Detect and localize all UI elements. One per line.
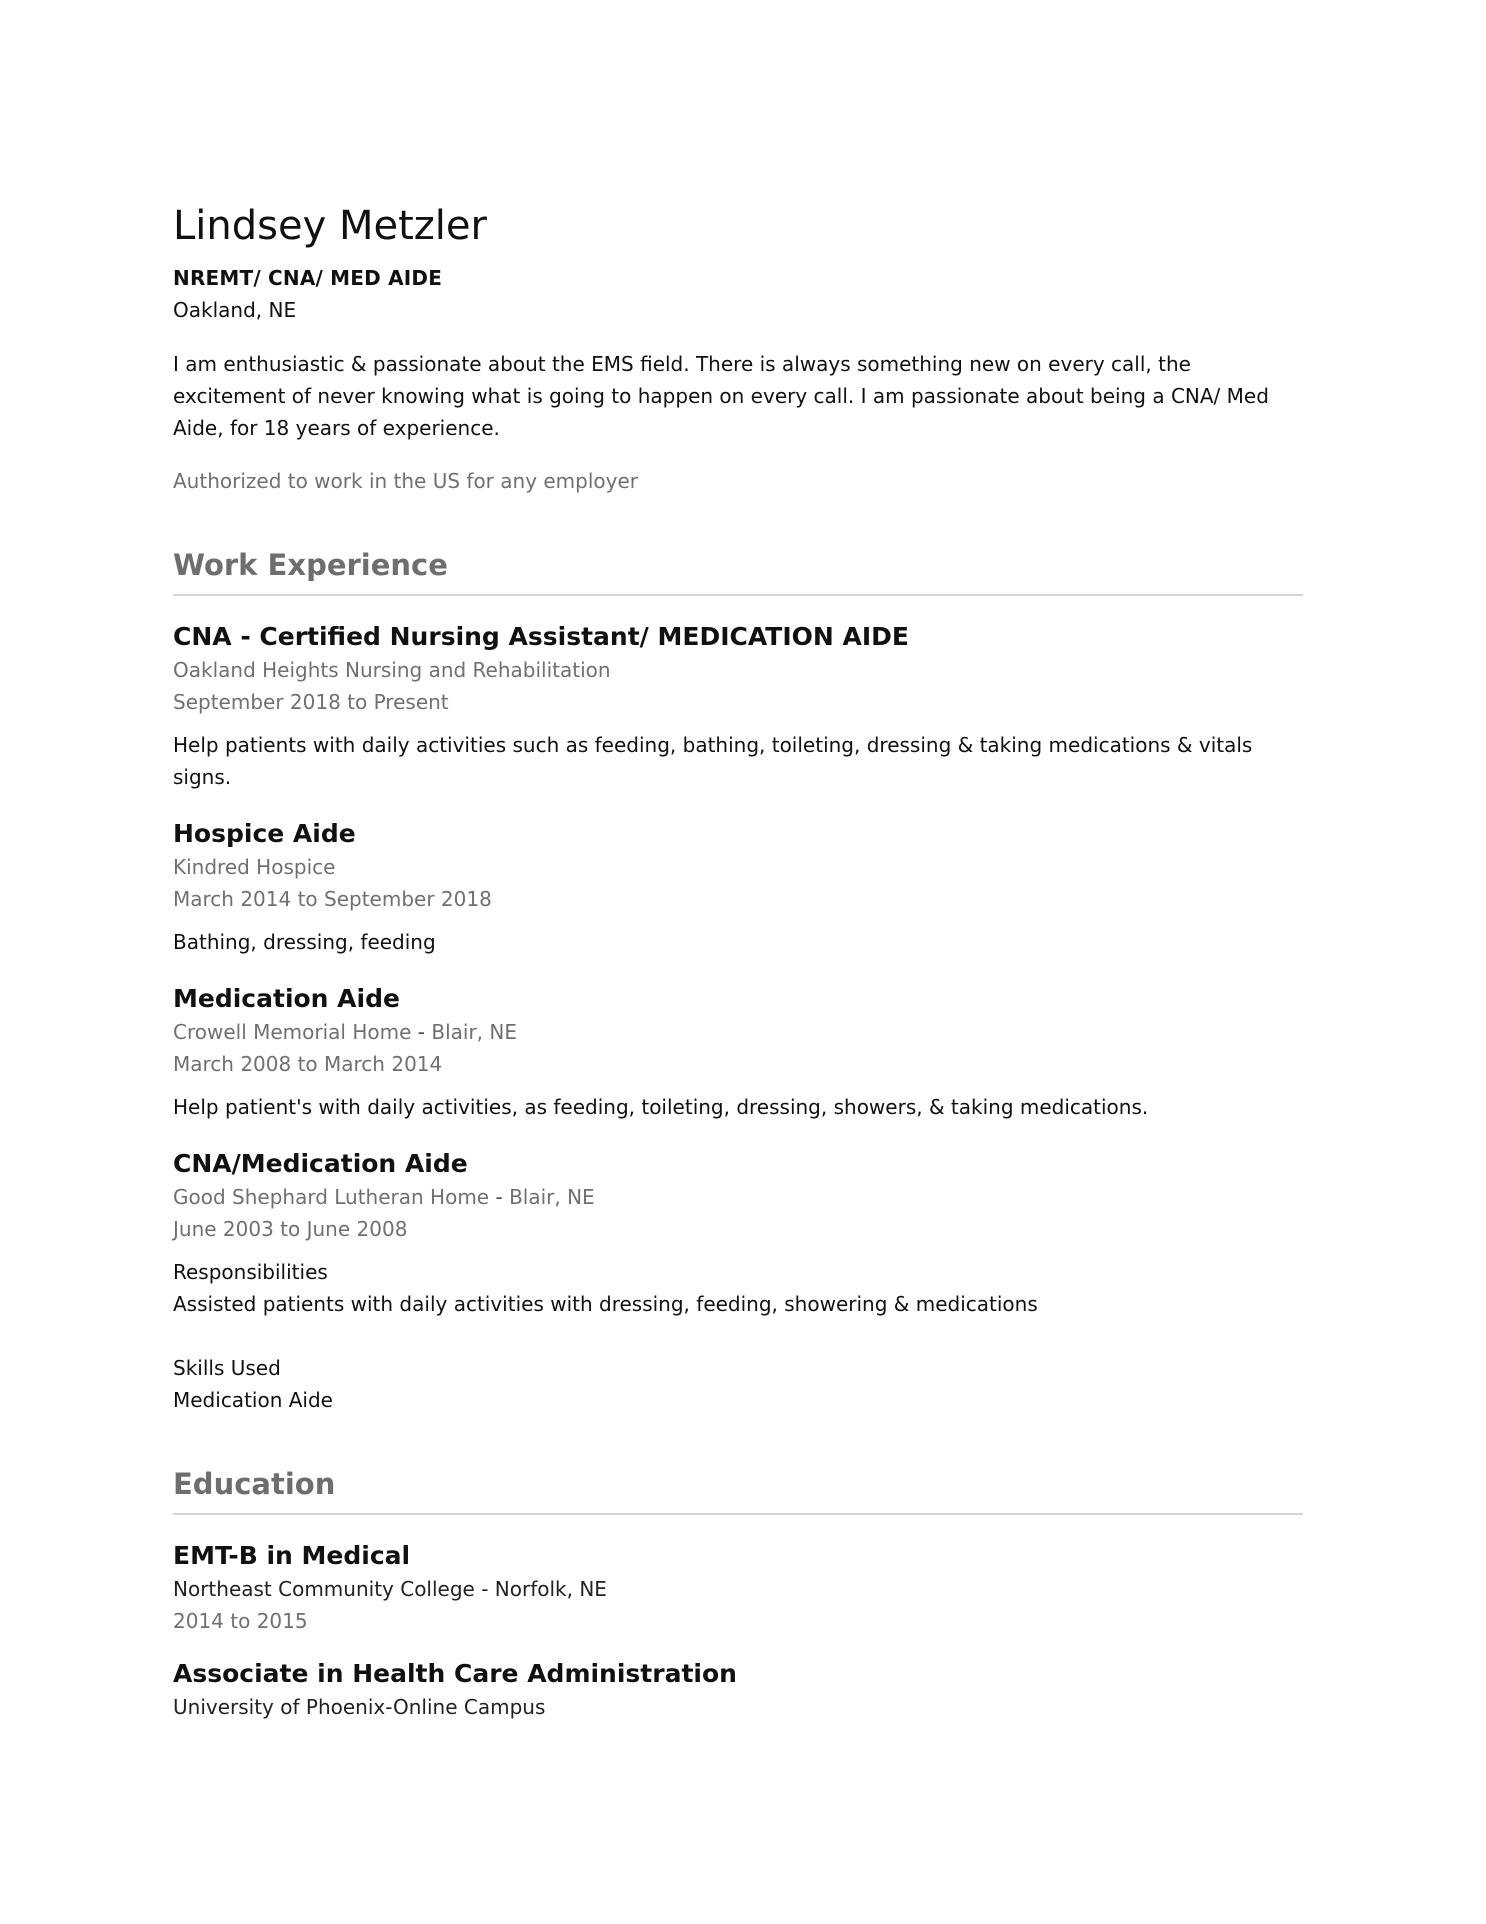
job-company-line: Crowell Memorial Home - Blair, NE	[173, 1020, 517, 1044]
job-title: CNA/Medication Aide	[173, 1149, 468, 1178]
education-entry	[173, 1539, 1303, 1637]
job-dates: September 2018 to Present	[173, 690, 449, 714]
education-section	[173, 1464, 1303, 1723]
job-company-line: Good Shephard Lutheran Home - Blair, NE	[173, 1185, 595, 1209]
section-divider	[173, 1513, 1303, 1515]
candidate-summary: I am enthusiastic & passionate about the EMS field. There is always something new on every call, the excitement of never knowing what is going to happen on every call. I am passionate about being a CNA/ Med Aide, for 18 years of experience.	[173, 352, 1269, 440]
job-entry	[173, 620, 1303, 793]
education-heading: Education	[173, 1467, 336, 1501]
section-divider	[173, 594, 1303, 596]
job-entry	[173, 982, 1303, 1123]
education-school: University of Phoenix-Online Campus	[173, 1695, 546, 1719]
responsibilities-text: Assisted patients with daily activities with dressing, feeding, showering & medications	[173, 1292, 1038, 1316]
work-authorization: Authorized to work in the US for any employer	[173, 469, 639, 493]
candidate-location: Oakland, NE	[173, 298, 297, 322]
candidate-headline: NREMT/ CNA/ MED AIDE	[173, 266, 443, 290]
job-company: Oakland Heights Nursing and Rehabilitation	[173, 658, 611, 682]
job-title: Medication Aide	[173, 984, 400, 1013]
education-school: Northeast Community College - Norfolk, NE	[173, 1577, 607, 1601]
job-entry	[173, 1147, 1303, 1416]
job-company: Good Shephard Lutheran Home	[173, 1185, 490, 1209]
job-dates: June 2003 to June 2008	[173, 1217, 408, 1241]
job-dates: March 2014 to September 2018	[173, 887, 492, 911]
job-title: Hospice Aide	[173, 819, 356, 848]
job-description: Bathing, dressing, feeding	[173, 930, 436, 954]
education-entry	[173, 1657, 1303, 1723]
job-location: Blair, NE	[509, 1185, 595, 1209]
skills-used-text: Medication Aide	[173, 1388, 333, 1412]
work-experience-section	[173, 545, 1303, 1416]
job-dates: March 2008 to March 2014	[173, 1052, 443, 1076]
resume-page	[173, 196, 1303, 1723]
job-entry	[173, 817, 1303, 958]
job-company: Kindred Hospice	[173, 855, 336, 879]
job-title: CNA - Certified Nursing Assistant/ MEDICATION AIDE	[173, 622, 909, 651]
education-dates: 2014 to 2015	[173, 1609, 308, 1633]
spacer	[173, 1320, 1303, 1352]
education-degree: Associate in Health Care Administration	[173, 1659, 737, 1688]
job-description	[173, 1256, 1303, 1416]
job-company: Crowell Memorial Home	[173, 1020, 412, 1044]
job-location: Blair, NE	[431, 1020, 517, 1044]
education-degree: EMT-B in Medical	[173, 1541, 411, 1570]
skills-used-label: Skills Used	[173, 1356, 281, 1380]
job-description: Help patients with daily activities such as feeding, bathing, toileting, dressing & taking medications & vitals signs.	[173, 733, 1253, 789]
candidate-name: Lindsey Metzler	[173, 203, 487, 249]
work-experience-heading: Work Experience	[173, 548, 448, 582]
responsibilities-label: Responsibilities	[173, 1260, 328, 1284]
job-description: Help patient's with daily activities, as feeding, toileting, dressing, showers, & taking medications.	[173, 1095, 1149, 1119]
